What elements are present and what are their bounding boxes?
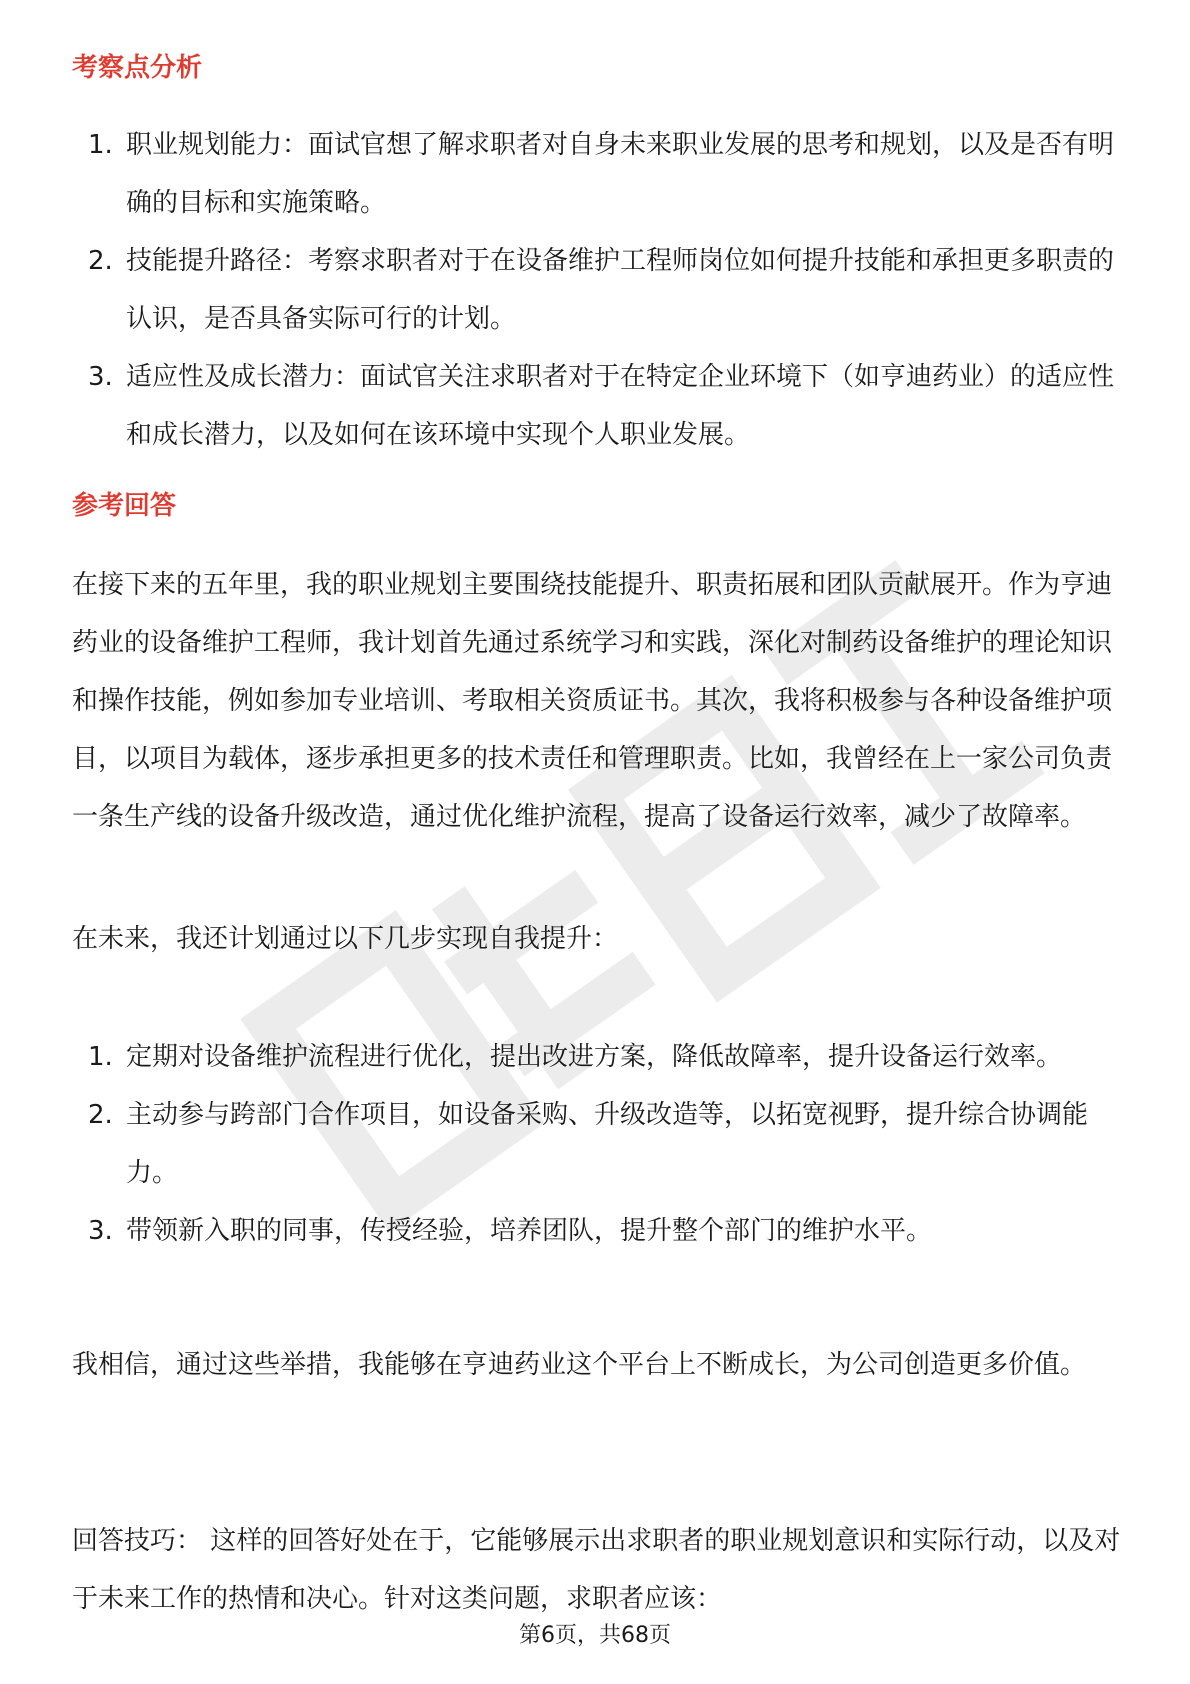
list-item [72, 1086, 1122, 1202]
list-item [72, 1028, 1122, 1086]
list-item-number: 1. [88, 130, 113, 160]
list-item-text: 技能提升路径：考察求职者对于在设备维护工程师岗位如何提升技能和承担更多职责的认识，是否具备实际可行的计划。 [126, 246, 1115, 334]
list-item-number: 1. [88, 1042, 113, 1072]
page-number: 第6页，共68页 [519, 1623, 671, 1648]
analysis-list [72, 116, 1122, 464]
list-item-text: 职业规划能力：面试官想了解求职者对自身未来职业发展的思考和规划，以及是否有明确的目标和实施策略。 [126, 130, 1115, 218]
answer-paragraph: 在未来，我还计划通过以下几步实现自我提升： [72, 924, 619, 954]
list-item [72, 232, 1122, 348]
list-item [72, 1202, 1122, 1260]
list-item-text: 主动参与跨部门合作项目，如设备采购、升级改造等，以拓宽视野，提升综合协调能力。 [126, 1100, 1089, 1188]
list-item [72, 348, 1122, 464]
list-item-text: 带领新入职的同事，传授经验，培养团队，提升整个部门的维护水平。 [126, 1216, 933, 1246]
answer-paragraph: 我相信，通过这些举措，我能够在亨迪药业这个平台上不断成长，为公司创造更多价值。 [72, 1350, 1087, 1380]
tips-paragraph: 回答技巧： 这样的回答好处在于，它能够展示出求职者的职业规划意识和实际行动，以及对于未来工作的热情和决心。针对这类问题，求职者应该： [72, 1526, 1121, 1614]
list-item [72, 116, 1122, 232]
answer-paragraph: 在接下来的五年里，我的职业规划主要围绕技能提升、职责拓展和团队贡献展开。作为亨迪药业的设备维护工程师，我计划首先通过系统学习和实践，深化对制药设备维护的理论知识和操作技能，例如参加专业培训、考取相关资质证书。其次，我将积极参与各种设备维护项目，以项目为载体，逐步承担更多的技术责任和管理职责。比如，我曾经在上一家公司负责一条生产线的设备升级改造，通过优化维护流程，提高了设备运行效率，减少了故障率。 [72, 570, 1113, 832]
analysis-section-title: 考察点分析 [72, 53, 203, 83]
list-item-text: 适应性及成长潜力：面试官关注求职者对于在特定企业环境下（如亨迪药业）的适应性和成长潜力，以及如何在该环境中实现个人职业发展。 [126, 362, 1115, 450]
answer-section-title: 参考回答 [72, 491, 177, 521]
list-item-number: 2. [88, 246, 113, 276]
list-item-number: 3. [88, 1216, 113, 1246]
list-item-number: 3. [88, 362, 113, 392]
steps-list [72, 1028, 1122, 1260]
list-item-number: 2. [88, 1100, 113, 1130]
list-item-text: 定期对设备维护流程进行优化，提出改进方案，降低故障率，提升设备运行效率。 [126, 1042, 1063, 1072]
